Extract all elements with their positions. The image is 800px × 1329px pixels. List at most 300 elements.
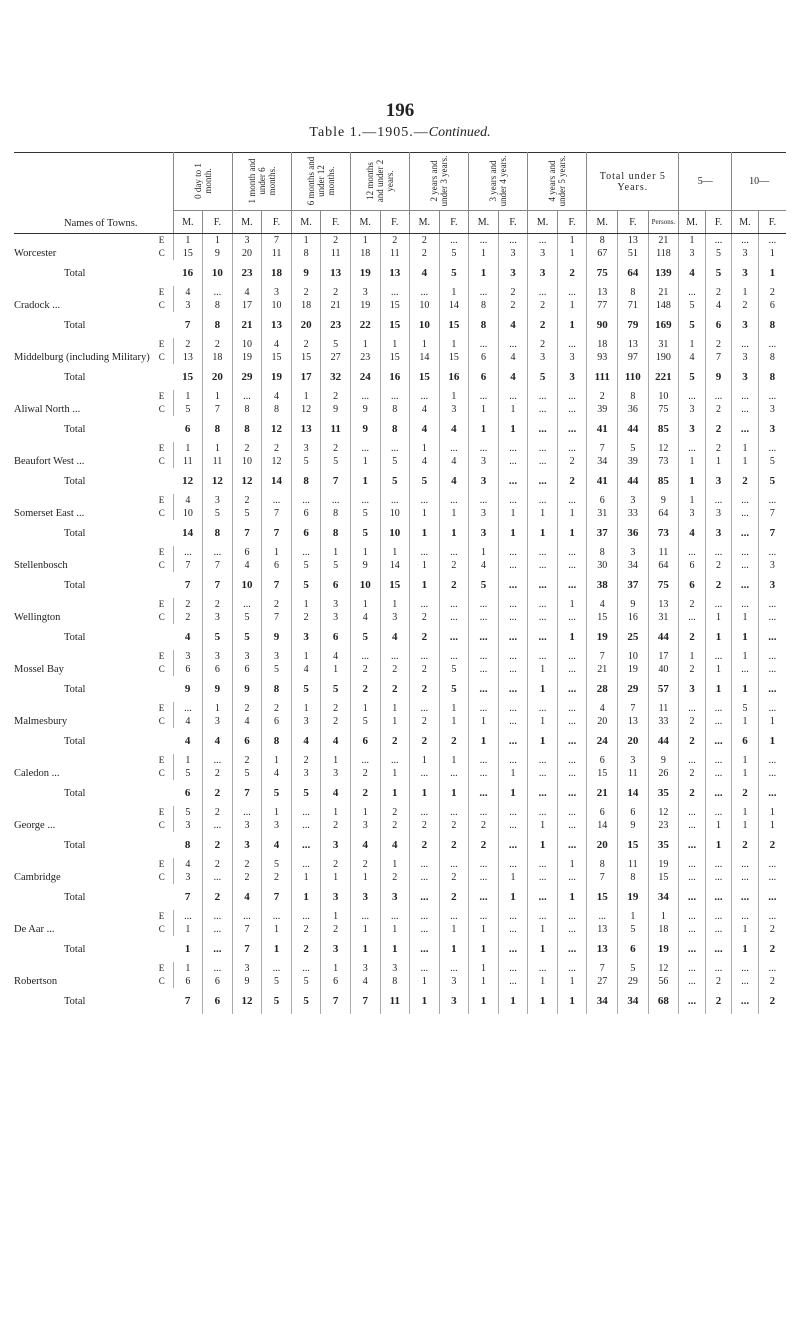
cell: 12 [648,962,679,975]
cell: 2 [173,611,203,624]
cell: ... [439,234,469,248]
cell: 2 [321,858,351,871]
cell: 8 [587,858,618,871]
cell: 3 [769,560,775,571]
cell: 4 [173,715,203,728]
cell: 1 [173,754,203,767]
total-label: Total [64,891,86,903]
cell: 8 [203,299,233,312]
cell: ... [768,235,777,246]
race-code: E [159,650,173,663]
cell: ... [732,598,759,611]
total-cell: 3 [557,364,587,390]
total-cell: 6 [291,520,321,546]
cell: ... [203,754,233,767]
total-cell: 1 [380,780,410,806]
cell: 5 [321,338,351,351]
cell: 10 [173,507,203,520]
cell: ... [291,806,321,819]
cell: ... [439,767,469,780]
cell: ... [410,702,440,715]
total-cell: ... [732,416,759,442]
sex-header-7: F. [380,211,410,234]
cell: 1 [350,598,380,611]
cell: 2 [410,819,440,832]
total-cell: 15 [439,312,469,338]
cell: 21 [648,286,679,299]
cell: ... [768,391,777,402]
cell: 71 [618,299,649,312]
total-cell: 4 [679,520,706,546]
cell: 7 [173,559,203,572]
cell: 14 [439,299,469,312]
race-code: E [159,390,173,403]
cell: 4 [587,702,618,715]
cell: 11 [262,247,292,260]
cell: ... [528,871,558,884]
cell: 190 [648,351,679,364]
cell: 1 [350,806,380,819]
cell: 4 [291,663,321,676]
cell: 39 [618,455,649,468]
cell: 3 [232,819,262,832]
cell: 3 [262,819,292,832]
cell: 1 [648,910,679,923]
sex-header-17: M. [679,211,706,234]
cell: 3 [705,507,732,520]
total-cell: ... [705,728,732,754]
cell: 2 [350,663,380,676]
total-cell: ... [498,728,528,754]
cell: 8 [618,390,649,403]
total-cell: 64 [618,260,649,286]
sex-header-20: F. [758,211,786,234]
sex-header-6: M. [350,211,380,234]
cell: 8 [232,403,262,416]
cell: 5 [380,455,410,468]
cell: ... [528,767,558,780]
cell: ... [439,910,469,923]
cell: 1 [705,455,732,468]
total-cell: 1 [439,520,469,546]
total-cell: ... [705,884,732,910]
total-row [14,416,786,442]
cell: 1 [410,338,440,351]
total-cell: 1 [410,988,440,1014]
town-row-e [14,650,786,663]
total-cell: 2 [679,780,706,806]
cell: 31 [587,507,618,520]
total-cell: 8 [321,520,351,546]
cell: 5 [173,403,203,416]
cell: 9 [618,819,649,832]
cell: ... [705,806,732,819]
age-10-header: 10— [749,176,770,187]
cell: 2 [321,923,351,936]
cell: 20 [587,715,618,728]
total-row [14,624,786,650]
total-cell: ... [469,676,499,702]
cell: 5 [350,507,380,520]
cell: 1 [498,507,528,520]
cell: 1 [705,611,732,624]
total-cell: 24 [350,364,380,390]
total-cell: 16 [439,364,469,390]
cell: 67 [587,247,618,260]
total-cell: 1 [469,260,499,286]
total-row [14,364,786,390]
cell: 19 [350,299,380,312]
total-cell: 3 [679,676,706,702]
cell: ... [528,559,558,572]
total-cell: 8 [769,319,776,331]
total-cell: ... [469,624,499,650]
cell: 4 [321,650,351,663]
total-cell: 2 [557,260,587,286]
cell: 10 [648,390,679,403]
total-cell: 2 [439,884,469,910]
cell: 7 [262,507,292,520]
cell: ... [732,234,759,248]
cell: ... [557,403,587,416]
cell: 9 [321,403,351,416]
cell: 2 [232,702,262,715]
cell: 3 [173,871,203,884]
total-cell: 15 [587,884,618,910]
cell: ... [557,806,587,819]
cell: 1 [679,338,706,351]
cell: 2 [350,767,380,780]
cell: ... [291,858,321,871]
cell: 3 [679,507,706,520]
cell: 2 [203,767,233,780]
cell: 2 [262,702,292,715]
total-cell: 8 [203,520,233,546]
cell: 15 [262,351,292,364]
cell: ... [380,754,410,767]
total-cell: 1 [350,936,380,962]
cell: 3 [291,715,321,728]
cell: 5 [262,858,292,871]
cell: 1 [439,507,469,520]
cell: 3 [769,404,775,415]
total-cell: 2 [439,728,469,754]
cell: 64 [648,507,679,520]
total-cell: 68 [648,988,679,1014]
total-cell: 1 [769,735,776,747]
total-cell: 16 [173,260,203,286]
cell: ... [498,715,528,728]
total-cell: 21 [587,780,618,806]
total-cell: ... [679,884,706,910]
cell: 2 [173,338,203,351]
cell: 19 [648,858,679,871]
names-header: Names of Towns. [14,153,173,234]
cell: 3 [439,975,469,988]
cell: ... [410,598,440,611]
total-cell: 15 [618,832,649,858]
total-row [14,676,786,702]
total-cell: ... [557,936,587,962]
cell: 2 [262,871,292,884]
total-cell: 5 [469,572,499,598]
cell: 2 [321,234,351,248]
cell: 1 [321,962,351,975]
cell: 118 [648,247,679,260]
total-cell: 2 [203,780,233,806]
town-name: Beaufort West ... [14,456,85,467]
total-cell: 1 [732,624,759,650]
cell: 1 [439,338,469,351]
cell: 10 [262,299,292,312]
cell: 5 [232,507,262,520]
total-cell: 1 [173,936,203,962]
total-cell: 5 [439,260,469,286]
total-cell: 4 [410,260,440,286]
cell: 8 [587,234,618,248]
total-cell: 3 [380,884,410,910]
total-cell: 5 [291,676,321,702]
cell: ... [291,494,321,507]
total-cell: 7 [769,527,776,539]
sex-header-15: F. [618,211,649,234]
cell: ... [380,442,410,455]
cell: ... [679,611,706,624]
total-cell: 5 [291,988,321,1014]
cell: 7 [587,650,618,663]
cell: 3 [203,650,233,663]
cell: ... [679,442,706,455]
cell: 7 [587,442,618,455]
cell: ... [203,871,233,884]
cell: 4 [232,286,262,299]
total-cell: 7 [350,988,380,1014]
total-cell: ... [528,468,558,494]
total-cell: 3 [705,520,732,546]
cell: 5 [321,455,351,468]
cell: 2 [679,715,706,728]
total-cell: 13 [321,260,351,286]
total-cell: 4 [410,416,440,442]
total-cell: 3 [528,260,558,286]
cell: 3 [380,962,410,975]
cell: 1 [469,546,499,559]
total-cell: 8 [203,312,233,338]
total-row [14,260,786,286]
cell: ... [203,286,233,299]
race-code: E [159,754,173,767]
cell: ... [291,819,321,832]
total-cell: 6 [232,728,262,754]
total-cell: ... [410,884,440,910]
cell: 1 [557,299,587,312]
cell: 2 [203,858,233,871]
cell: 2 [705,403,732,416]
cell: 11 [618,767,649,780]
cell: 5 [291,559,321,572]
cell: ... [732,390,759,403]
cell: ... [768,651,777,662]
total-cell: 4 [262,832,292,858]
cell: 2 [410,247,440,260]
cell: ... [498,806,528,819]
cell: 3 [262,650,292,663]
total-cell: 7 [262,520,292,546]
total-cell: 5 [439,676,469,702]
cell: 2 [380,234,410,248]
total-cell: 1 [528,936,558,962]
cell: ... [410,494,440,507]
cell: 33 [618,507,649,520]
total-row [14,312,786,338]
race-code: C [159,299,173,312]
cell: 2 [232,871,262,884]
cell: ... [439,442,469,455]
total-cell: 1 [557,624,587,650]
total-cell: ... [528,416,558,442]
total-cell: 4 [679,260,706,286]
total-cell: 2 [380,676,410,702]
cell: 18 [203,351,233,364]
race-code: E [159,806,173,819]
total-cell: 24 [587,728,618,754]
total-cell: 23 [232,260,262,286]
cell: ... [498,546,528,559]
cell: 12 [262,455,292,468]
total-cell: 21 [232,312,262,338]
total-cell: 44 [618,468,649,494]
cell: 3 [232,650,262,663]
cell: 13 [173,351,203,364]
cell: 14 [380,559,410,572]
total-cell: 2 [203,832,233,858]
cell: 2 [291,923,321,936]
cell: 5 [232,611,262,624]
town-row-e [14,338,786,351]
total-cell: 110 [618,364,649,390]
cell: ... [705,702,732,715]
cell: ... [469,754,499,767]
total-cell: 7 [173,884,203,910]
cell: 1 [203,234,233,248]
cell: 5 [350,715,380,728]
race-code: C [159,663,173,676]
total-cell: ... [557,780,587,806]
total-cell: 2 [410,676,440,702]
cell: 3 [291,442,321,455]
cell: 1 [173,923,203,936]
cell: 3 [173,299,203,312]
cell: 2 [705,442,732,455]
cell: 5 [173,767,203,780]
total-cell: 1 [769,267,776,279]
cell: 1 [203,702,233,715]
total-cell: 1 [732,936,759,962]
cell: ... [528,286,558,299]
cell: ... [469,871,499,884]
cell: 6 [173,975,203,988]
cell: 5 [439,663,469,676]
cell: 1 [321,806,351,819]
cell: 2 [232,442,262,455]
total-cell: 7 [232,520,262,546]
cell: ... [173,910,203,923]
cell: 2 [262,598,292,611]
cell: 7 [587,962,618,975]
total-cell: 1 [528,988,558,1014]
cell: 6 [587,754,618,767]
cell: 51 [618,247,649,260]
total-cell: 5 [232,624,262,650]
total-cell: ... [557,832,587,858]
sex-header-10: M. [469,211,499,234]
total-cell: 2 [557,468,587,494]
cell: 11 [173,455,203,468]
total-cell: 6 [732,728,759,754]
total-cell: 5 [291,780,321,806]
total-cell: 3 [732,364,759,390]
total-cell: 7 [321,988,351,1014]
total-cell: 2 [410,624,440,650]
total-cell: ... [557,676,587,702]
cell: ... [262,494,292,507]
cell: 2 [439,819,469,832]
total-cell: 4 [439,468,469,494]
cell: 2 [705,286,732,299]
cell: ... [469,390,499,403]
total-cell: 4 [498,364,528,390]
town-row-e [14,390,786,403]
total-cell: 2 [203,884,233,910]
cell: 2 [705,338,732,351]
total-cell: 85 [648,468,679,494]
cell: 2 [291,754,321,767]
cell: ... [528,598,558,611]
race-code: E [159,338,173,351]
total-cell: 111 [587,364,618,390]
cell: 13 [648,598,679,611]
cell: 1 [732,923,759,936]
cell: 4 [173,494,203,507]
cell: 1 [469,975,499,988]
town-name: Aliwal North ... [14,404,81,415]
cell: ... [350,494,380,507]
cell: 2 [769,924,775,935]
total-row [14,884,786,910]
cell: 1 [350,338,380,351]
total-cell: 1 [291,884,321,910]
cell: 4 [410,403,440,416]
total-cell: ... [679,988,706,1014]
cell: 1 [679,650,706,663]
cell: ... [557,923,587,936]
total-row [14,520,786,546]
total-cell: 44 [648,624,679,650]
cell: ... [528,962,558,975]
cell: 2 [380,871,410,884]
total-cell: 1 [498,520,528,546]
cell: 2 [679,663,706,676]
cell: ... [498,975,528,988]
cell: ... [768,703,777,714]
page-number: 196 [385,100,415,121]
cell: 1 [732,754,759,767]
cell: 8 [380,403,410,416]
total-cell: 3 [769,423,776,435]
cell: 1 [528,507,558,520]
cell: 6 [679,559,706,572]
total-cell: 29 [618,676,649,702]
